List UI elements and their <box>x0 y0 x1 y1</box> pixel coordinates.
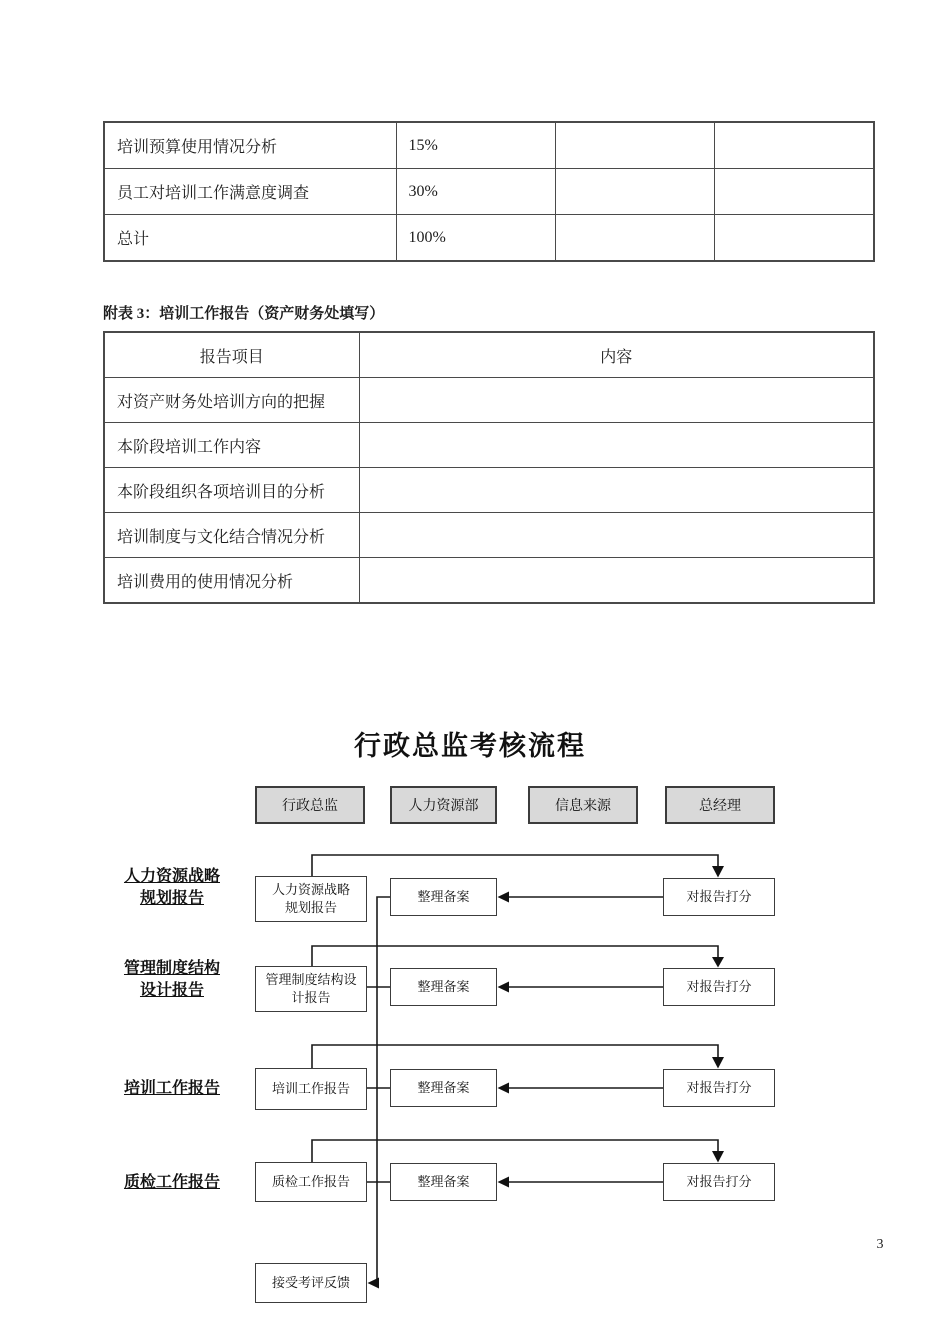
lane-box-info-source <box>528 786 638 824</box>
report-box: 培训工作报告 <box>255 1068 367 1110</box>
archive-box: 整理备案 <box>390 878 497 916</box>
report-box: 管理制度结构设 计报告 <box>255 966 367 1012</box>
archive-box: 整理备案 <box>390 968 497 1006</box>
weight-value: 15% <box>396 122 555 169</box>
report-item: 本阶段培训工作内容 <box>104 423 359 468</box>
report-item: 对资产财务处培训方向的把握 <box>104 378 359 423</box>
score-box: 对报告打分 <box>663 1163 775 1201</box>
report-box: 人力资源战略 规划报告 <box>255 876 367 922</box>
column-header-content: 内容 <box>359 332 874 378</box>
flowchart-title: 行政总监考核流程 <box>354 731 586 761</box>
page-number: 3 <box>876 1237 884 1252</box>
lane-label: 总经理 <box>699 797 741 813</box>
column-header-item: 报告项目 <box>104 332 359 378</box>
weight-item: 培训预算使用情况分析 <box>104 122 396 169</box>
report-item: 本阶段组织各项培训目的分析 <box>104 468 359 513</box>
score-box: 对报告打分 <box>663 878 775 916</box>
weight-value: 30% <box>396 169 555 215</box>
report-item: 培训制度与文化结合情况分析 <box>104 513 359 558</box>
archive-box: 整理备案 <box>390 1069 497 1107</box>
feedback-box: 接受考评反馈 <box>255 1263 367 1303</box>
lane-box-admin-director <box>255 786 365 824</box>
report-item: 培训费用的使用情况分析 <box>104 558 359 604</box>
lane-box-hr-department <box>390 786 497 824</box>
lane-label: 人力资源部 <box>408 797 479 813</box>
weight-value: 100% <box>396 215 555 262</box>
report-box: 质检工作报告 <box>255 1162 367 1202</box>
archive-box: 整理备案 <box>390 1163 497 1201</box>
flow-row-label: 培训工作报告 <box>123 1080 220 1097</box>
weight-item: 员工对培训工作满意度调查 <box>104 169 396 215</box>
score-box: 对报告打分 <box>663 968 775 1006</box>
lane-box-general-manager <box>665 786 775 824</box>
score-box: 对报告打分 <box>663 1069 775 1107</box>
flow-row-label: 人力资源战略 规划报告 <box>123 868 220 907</box>
table-caption: 附表 3：培训工作报告（资产财务处填写） <box>103 306 385 322</box>
lane-label: 信息来源 <box>555 797 611 813</box>
flow-row-label: 质检工作报告 <box>123 1174 220 1191</box>
lane-label: 行政总监 <box>282 797 338 813</box>
weight-item: 总计 <box>104 215 396 262</box>
flow-row-label: 管理制度结构 设计报告 <box>123 960 220 999</box>
